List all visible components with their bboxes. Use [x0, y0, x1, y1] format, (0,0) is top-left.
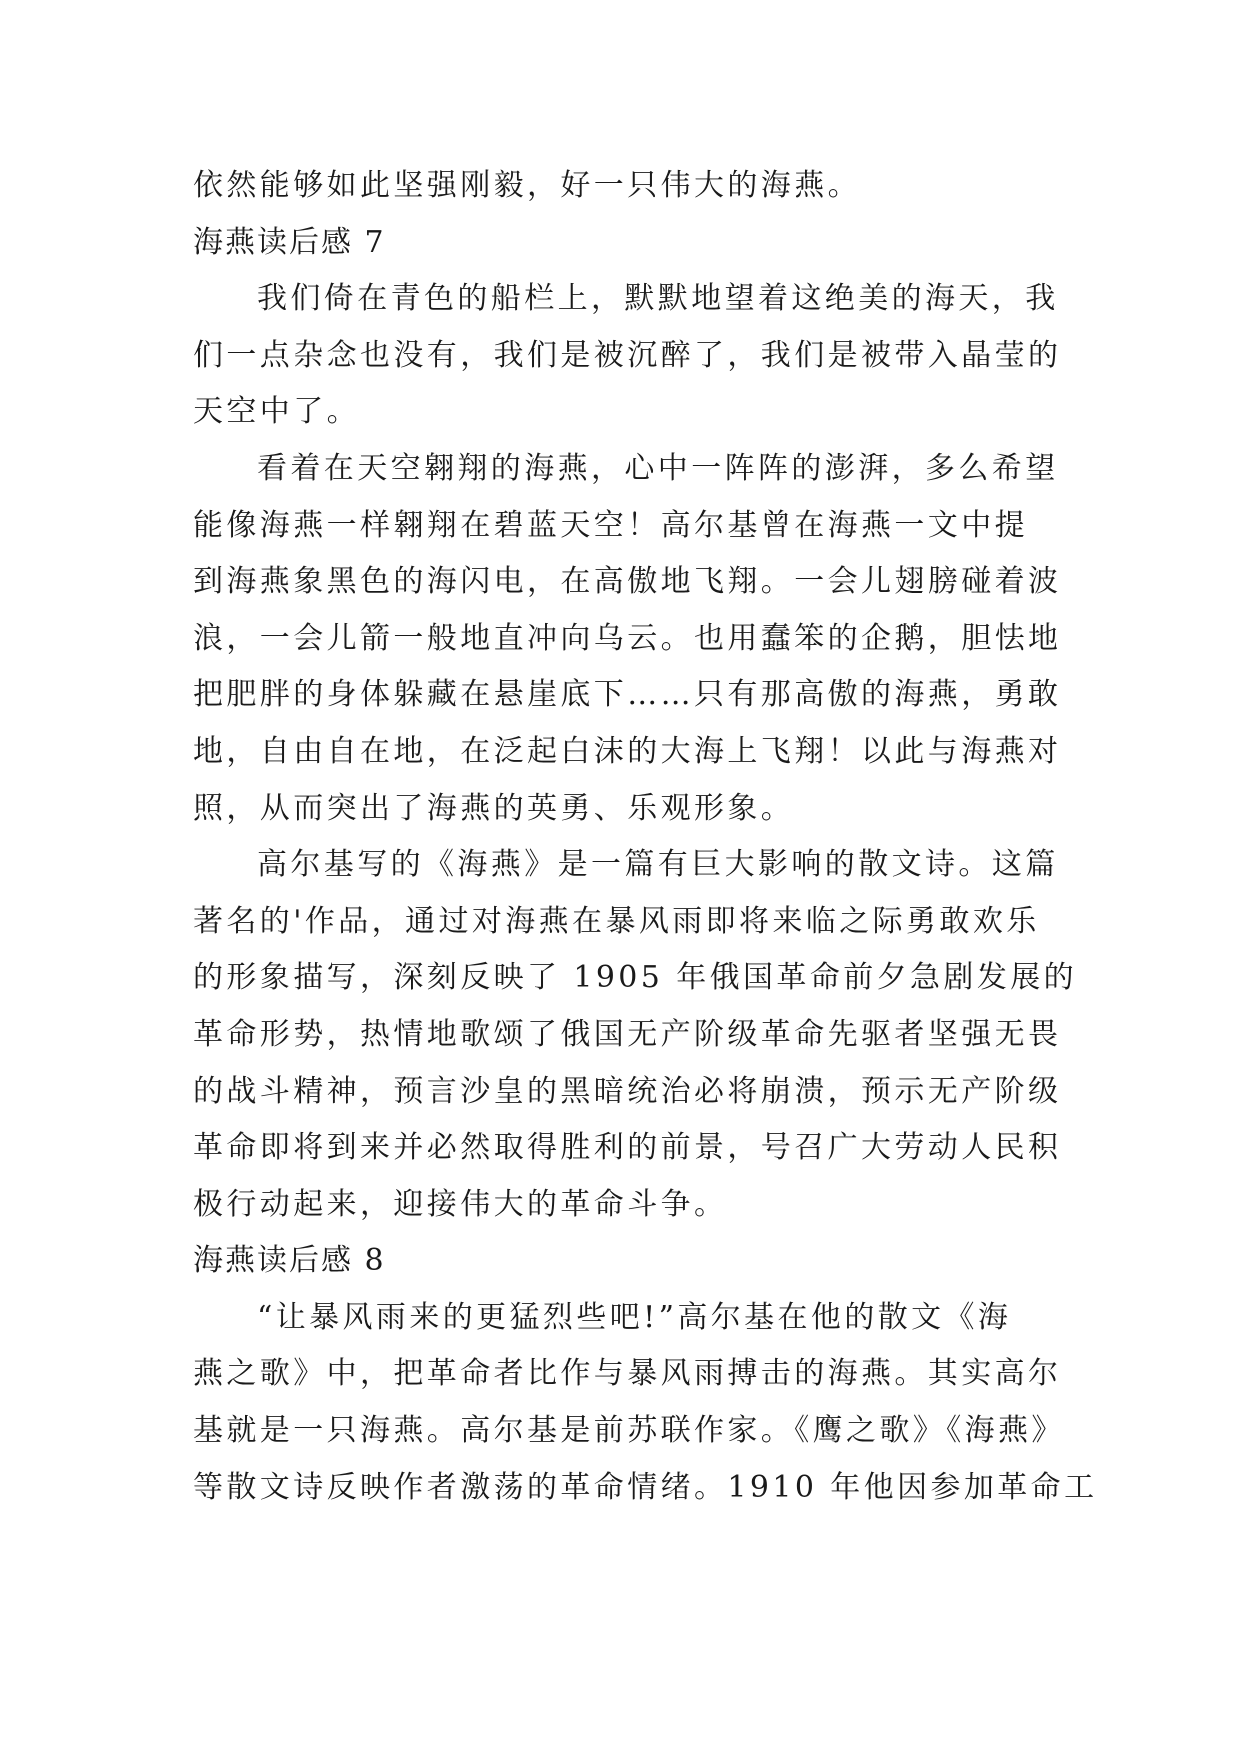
- text-line: 等散文诗反映作者激荡的革命情绪。1910 年他因参加革命工: [193, 1469, 1098, 1505]
- text-line: 燕之歌》中，把革命者比作与暴风雨搏击的海燕。其实高尔: [193, 1356, 1062, 1392]
- text-line: 依然能够如此坚强刚毅，好一只伟大的海燕。: [193, 168, 861, 203]
- section-heading: 海燕读后感 7: [193, 224, 386, 260]
- text-line: 革命即将到来并必然取得胜利的前景，号召广大劳动人民积: [193, 1130, 1062, 1166]
- text-line: 高尔基写的《海燕》是一篇有巨大影响的散文诗。这篇: [257, 847, 1059, 883]
- section-heading: 海燕读后感 8: [193, 1243, 386, 1279]
- text-line: 们一点杂念也没有，我们是被沉醉了，我们是被带入晶莹的: [193, 337, 1062, 373]
- text-line: 照，从而突出了海燕的英勇、乐观形象。: [193, 790, 795, 826]
- text-line: 到海燕象黑色的海闪电，在高傲地飞翔。一会儿翅膀碰着波: [193, 564, 1062, 600]
- text-line: “让暴风雨来的更猛烈些吧!”高尔基在他的散文《海: [257, 1299, 1012, 1335]
- text-line: 地，自由自在地，在泛起白沫的大海上飞翔！以此与海燕对: [193, 733, 1062, 769]
- text-line: 极行动起来，迎接伟大的革命斗争。: [193, 1186, 728, 1222]
- text-line: 基就是一只海燕。高尔基是前苏联作家。《鹰之歌》《海燕》: [193, 1413, 1065, 1449]
- text-line: 著名的'作品，通过对海燕在暴风雨即将来临之际勇敢欢乐: [193, 903, 1040, 939]
- text-line: 天空中了。: [193, 394, 360, 430]
- text-line: 把肥胖的身体躲藏在悬崖底下……只有那高傲的海燕，勇敢: [193, 677, 1062, 713]
- text-line: 看着在天空翱翔的海燕，心中一阵阵的澎湃，多么希望: [257, 450, 1059, 486]
- text-line: 的形象描写，深刻反映了 1905 年俄国革命前夕急剧发展的: [193, 960, 1078, 996]
- text-line: 浪，一会儿箭一般地直冲向乌云。也用蠢笨的企鹅，胆怯地: [193, 620, 1062, 656]
- text-line: 的战斗精神，预言沙皇的黑暗统治必将崩溃，预示无产阶级: [193, 1073, 1062, 1109]
- text-line: 革命形势，热情地歌颂了俄国无产阶级革命先驱者坚强无畏: [193, 1016, 1062, 1052]
- document-body: [193, 158, 1098, 1516]
- text-line: 能像海燕一样翱翔在碧蓝天空！高尔基曾在海燕一文中提: [193, 507, 1028, 543]
- text-line: 我们倚在青色的船栏上，默默地望着这绝美的海天，我: [257, 281, 1059, 317]
